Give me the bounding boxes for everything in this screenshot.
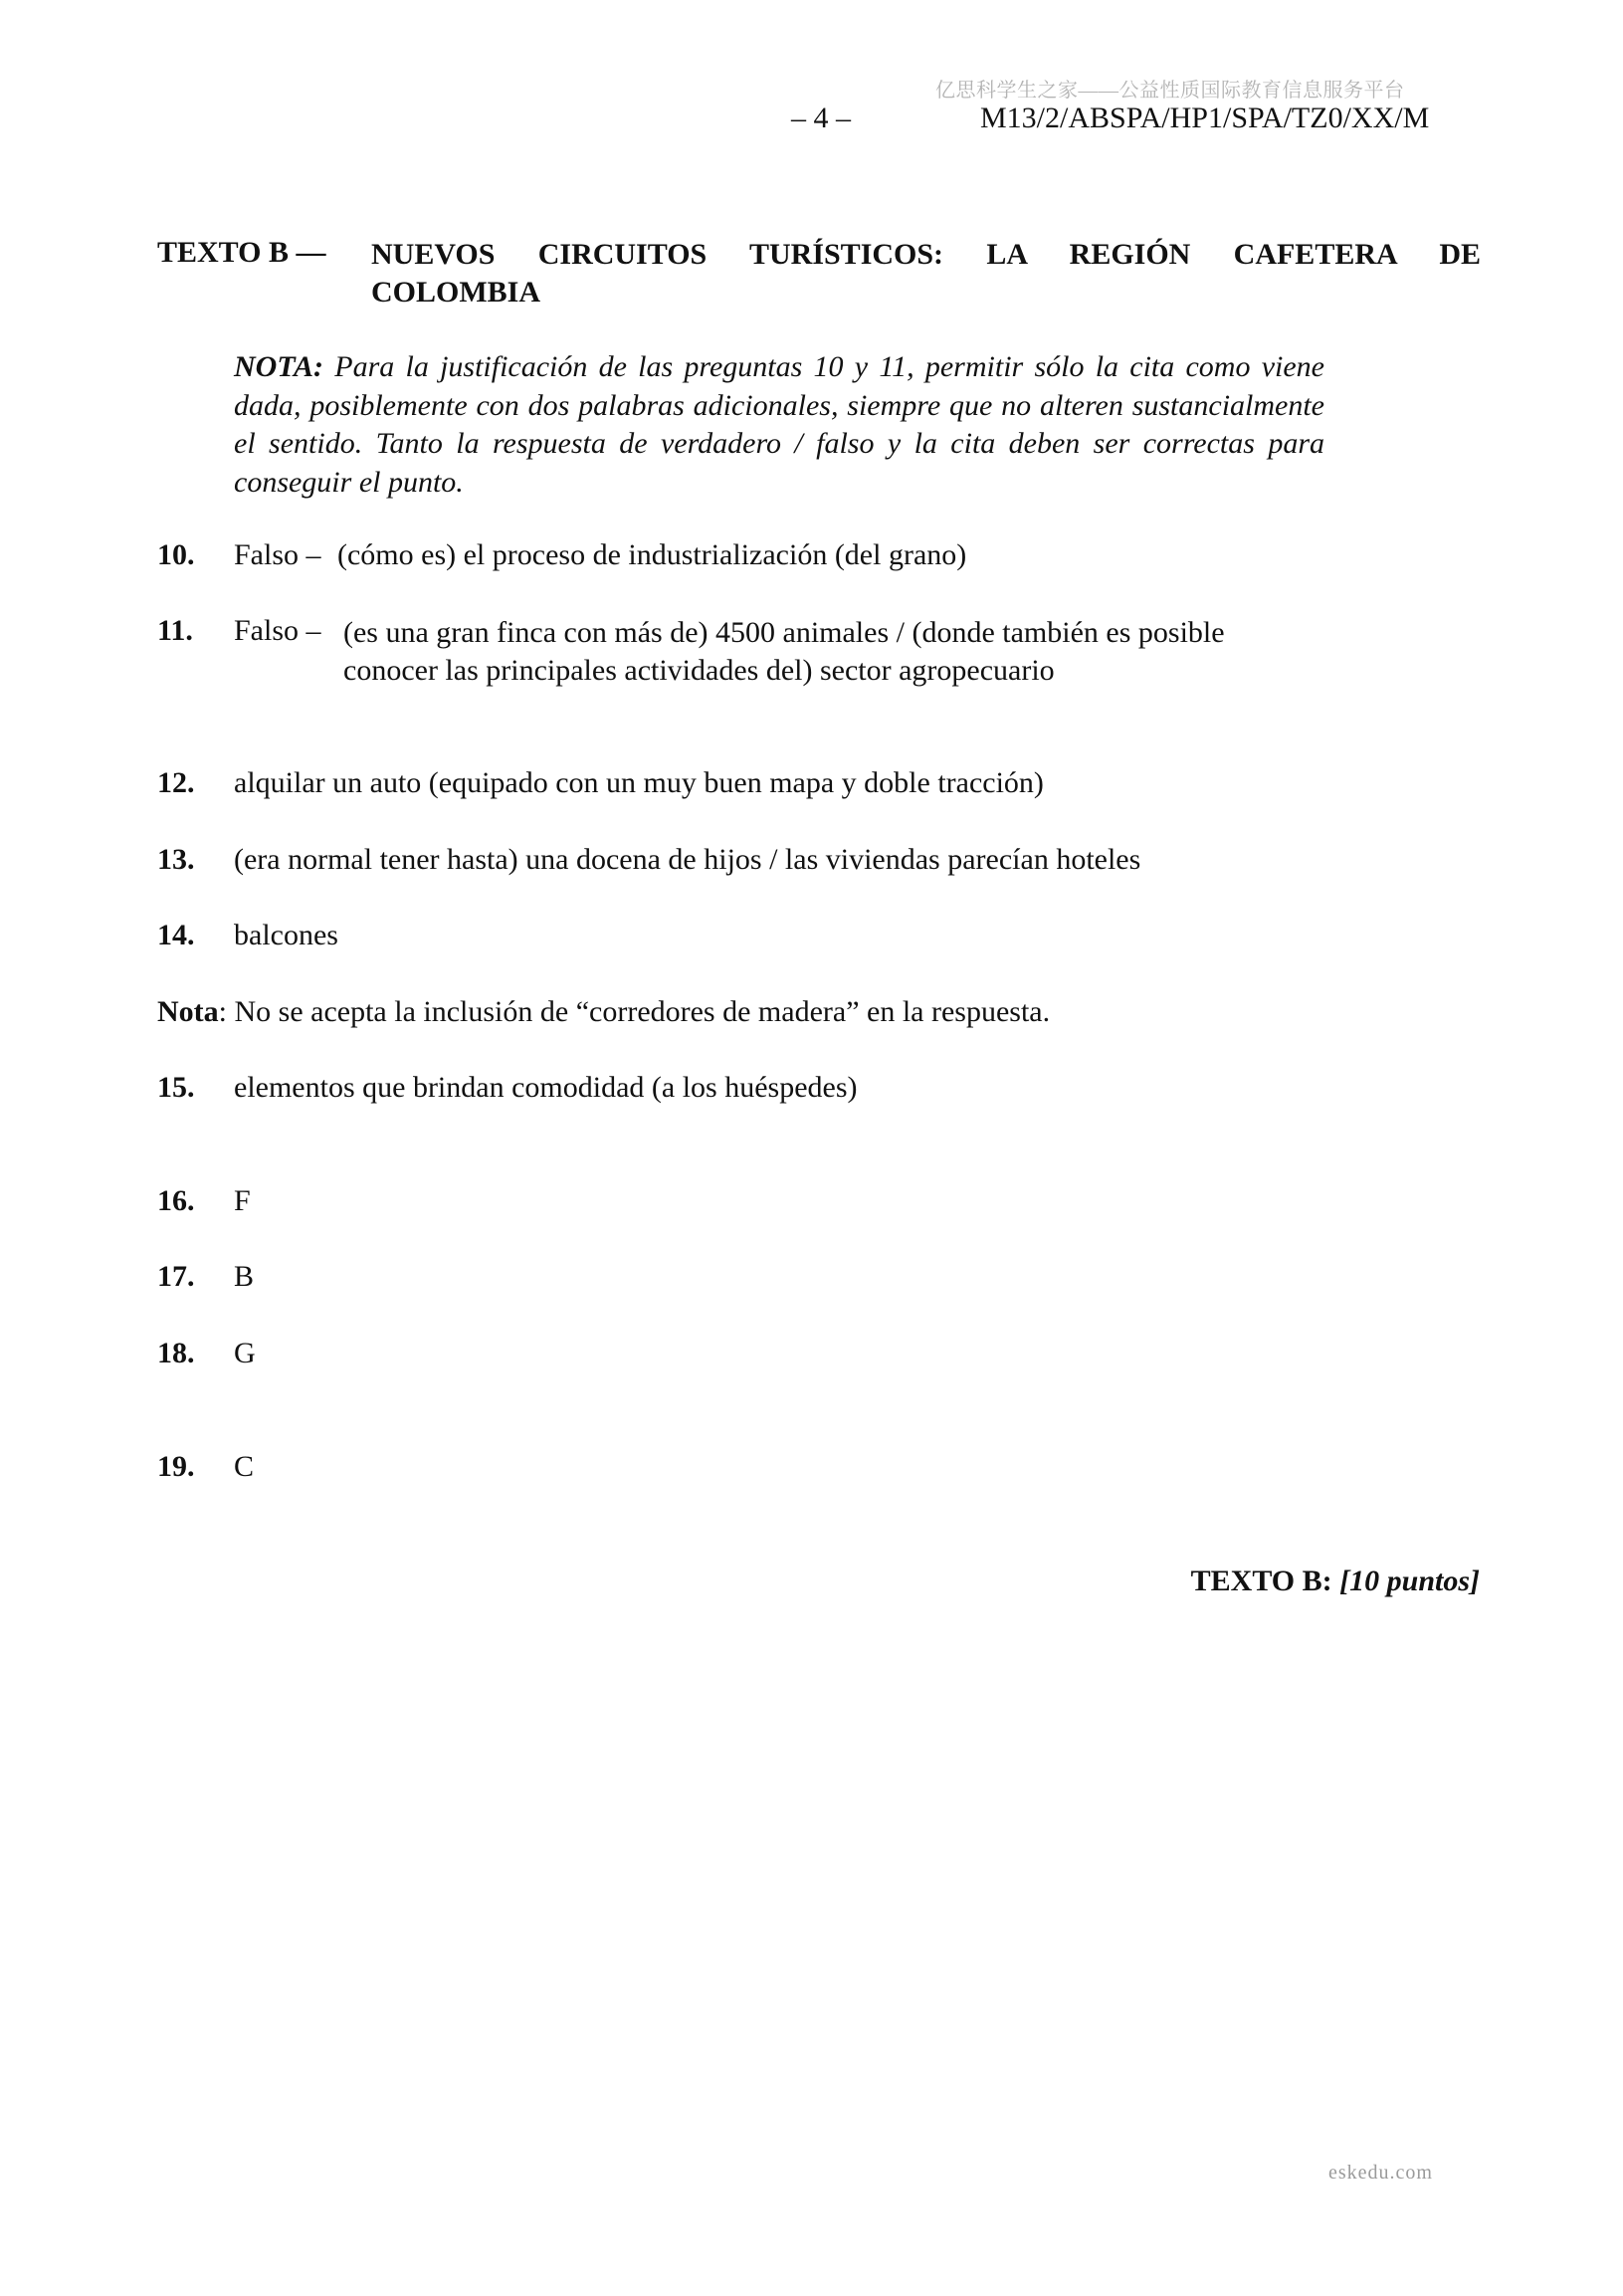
answer-number: 13. [157, 843, 195, 876]
marking-note [234, 348, 1324, 502]
answer-number: 10. [157, 538, 195, 571]
section-title-continued: COLOMBIA [371, 276, 541, 309]
answer-text: balcones [234, 919, 338, 951]
answer-text: (era normal tener hasta) una docena de hijos / las viviendas parecían hoteles [234, 843, 1141, 876]
answer-number: 18. [157, 1337, 195, 1369]
answer-number: 15. [157, 1071, 195, 1104]
answer-note-label: Nota [157, 995, 219, 1028]
answer-note-text: : No se acepta la inclusión de “corredores de madera” en la respuesta. [218, 995, 1051, 1028]
section-label: TEXTO B — [157, 236, 326, 269]
page-number: – 4 – [791, 102, 851, 134]
section-total-label: TEXTO B: [1190, 1565, 1332, 1597]
answer-text-continued: conocer las principales actividades del) sector agropecuario [343, 654, 1055, 687]
answer-text: C [234, 1450, 255, 1483]
answer-number: 12. [157, 766, 195, 799]
answer-prefix: Falso – [234, 538, 321, 571]
answer-text: (es una gran finca con más de) 4500 animales / (donde también es posible [343, 616, 1225, 649]
section-total-points: [10 puntos] [1339, 1565, 1480, 1597]
answer-text: (cómo es) el proceso de industrialización (del grano) [337, 538, 967, 571]
answer-number: 16. [157, 1184, 195, 1217]
footer-watermark: eskedu.com [1328, 2162, 1433, 2184]
answer-number: 19. [157, 1450, 195, 1483]
marking-note-label: NOTA: [234, 350, 323, 383]
answer-number: 14. [157, 919, 195, 951]
answer-text: B [234, 1260, 255, 1293]
answer-text: G [234, 1337, 256, 1369]
section-total [1191, 1565, 1480, 1598]
marking-note-text: Para la justificación de las preguntas 10 y 11, permitir sólo la cita como viene dada, posiblemente con dos palabras adicionales, siempre que no alteren sustancialmente el sentido. Tanto la respuesta de verdadero / falso y la cita deben ser correctas para conseguir el punto. [234, 350, 1324, 499]
answer-note [157, 995, 1050, 1029]
answer-text: elementos que brindan comodidad (a los huéspedes) [234, 1071, 858, 1104]
answer-prefix: Falso – [234, 614, 321, 647]
answer-number: 11. [157, 614, 193, 647]
answer-number: 17. [157, 1260, 195, 1293]
section-title: NUEVOS CIRCUITOS TURÍSTICOS: LA REGIÓN CAFETERA DE [371, 238, 1481, 271]
answer-text: F [234, 1184, 251, 1217]
header-watermark: 亿思科学生之家——公益性质国际教育信息服务平台 [935, 80, 1405, 102]
document-code: M13/2/ABSPA/HP1/SPA/TZ0/XX/M [980, 102, 1430, 134]
answer-text: alquilar un auto (equipado con un muy buen mapa y doble tracción) [234, 766, 1044, 799]
